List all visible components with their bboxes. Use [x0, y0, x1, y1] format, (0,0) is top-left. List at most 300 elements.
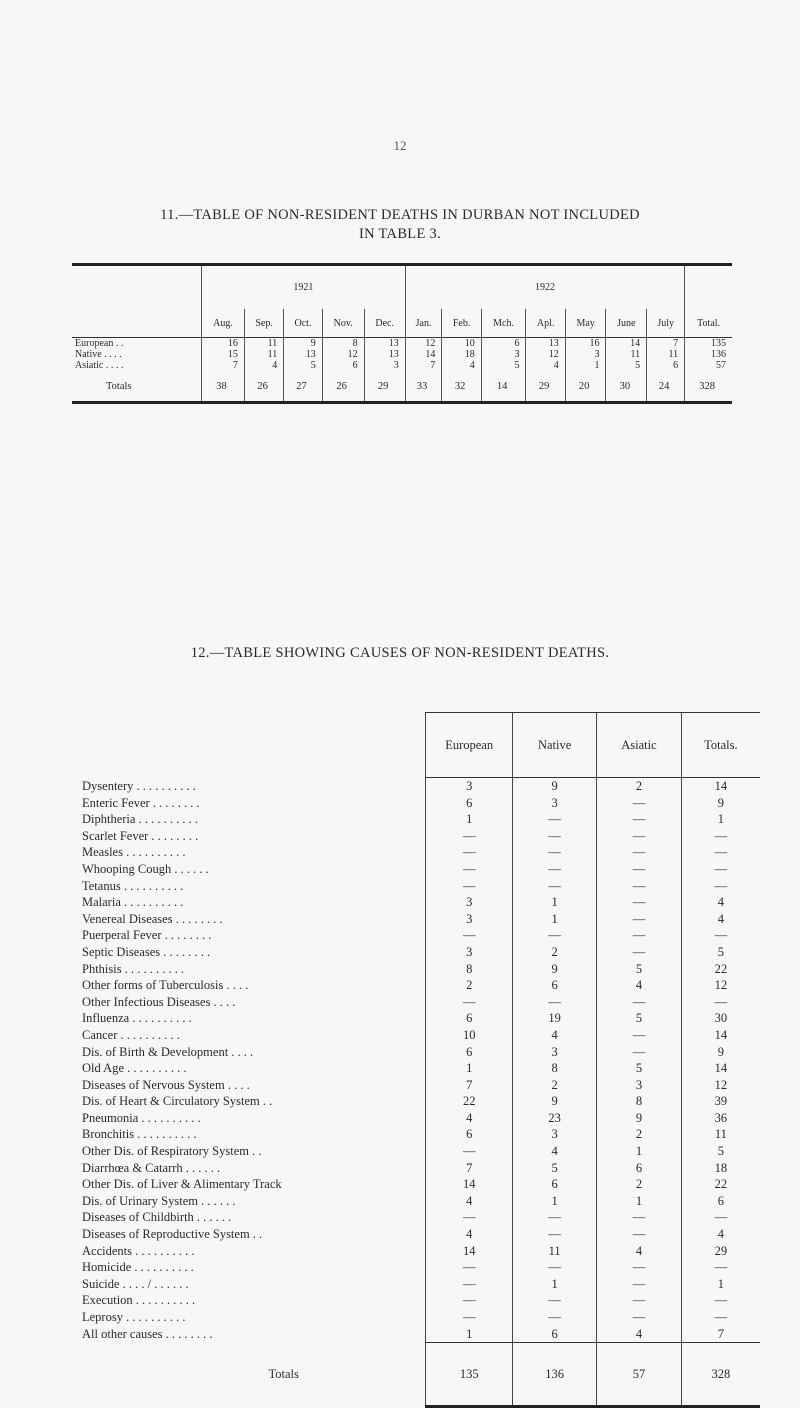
cause-label: Venereal Diseases . . . . . . . . — [82, 911, 223, 926]
row-total: 136 — [685, 349, 732, 360]
cell: 8 — [426, 961, 513, 978]
cause-label: Diphtheria . . . . . . . . . . — [82, 812, 198, 827]
table-row — [82, 894, 760, 911]
cell: 4 — [681, 894, 760, 911]
cell: 12 — [405, 338, 442, 350]
cell: 1 — [426, 1326, 513, 1343]
totals-cell: 29 — [526, 371, 565, 403]
cell: 11 — [647, 349, 685, 360]
cell: 6 — [647, 360, 685, 371]
cause-label: Tetanus . . . . . . . . . . — [82, 878, 184, 893]
cell: 4 — [426, 1110, 513, 1127]
cause-label: Leprosy . . . . . . . . . . — [82, 1310, 186, 1324]
cell: 8 — [322, 338, 364, 350]
cell: 3 — [513, 795, 597, 812]
month-header-10: June — [606, 309, 647, 338]
cell: 9 — [597, 1110, 682, 1127]
table-row — [82, 1077, 760, 1094]
month-header-7: Mch. — [481, 309, 526, 338]
cell: 6 — [426, 1126, 513, 1143]
cell: — — [513, 994, 597, 1011]
table-row — [82, 961, 760, 978]
corner-cell-bottom — [72, 309, 202, 338]
totals-cell: 136 — [513, 1343, 597, 1407]
table-row — [72, 349, 732, 360]
cell: 5 — [681, 944, 760, 961]
cell: 22 — [681, 1176, 760, 1193]
table-row — [82, 1193, 760, 1210]
totals-cell: 135 — [426, 1343, 513, 1407]
cell: 1 — [513, 911, 597, 928]
totals-cell: 57 — [597, 1343, 682, 1407]
cell: 5 — [481, 360, 526, 371]
cell: 3 — [426, 894, 513, 911]
cell: 36 — [681, 1110, 760, 1127]
cell: 1 — [426, 1060, 513, 1077]
totals-cell: 27 — [284, 371, 322, 403]
cell: 39 — [681, 1093, 760, 1110]
cell: 6 — [426, 1010, 513, 1027]
cause-label: Whooping Cough . . . . . . — [82, 861, 209, 876]
table-row — [82, 861, 760, 878]
column-header-2: Asiatic — [597, 713, 682, 778]
cell: 4 — [244, 360, 283, 371]
cell: 16 — [202, 338, 245, 350]
cause-label: Homicide . . . . . . . . . . — [82, 1260, 194, 1275]
cause-label: Malaria . . . . . . . . . . — [82, 895, 184, 910]
causes-of-non-resident-deaths-table — [82, 712, 760, 1408]
month-header-1: Sep. — [244, 309, 283, 338]
month-header-3: Nov. — [322, 309, 364, 338]
cause-label: Septic Diseases . . . . . . . . — [82, 944, 211, 959]
year-header-row — [72, 265, 732, 310]
cell: 6 — [513, 1326, 597, 1343]
cell: — — [513, 1259, 597, 1276]
totals-cell: 328 — [681, 1343, 760, 1407]
month-header-4: Dec. — [364, 309, 405, 338]
cause-label: Execution . . . . . . . . . . — [82, 1293, 196, 1308]
cell: 4 — [513, 1143, 597, 1160]
month-header-6: Feb. — [442, 309, 481, 338]
cell: 4 — [426, 1193, 513, 1210]
total-header-top — [685, 265, 732, 310]
table-11-body — [72, 338, 732, 403]
table-row — [82, 1209, 760, 1226]
cell: 13 — [284, 349, 322, 360]
table-row — [82, 1110, 760, 1127]
cell: 4 — [442, 360, 481, 371]
month-header-11: July — [647, 309, 685, 338]
cell: — — [513, 861, 597, 878]
cell: — — [681, 994, 760, 1011]
cell: 9 — [681, 1044, 760, 1061]
table-row — [82, 778, 760, 795]
table-row — [82, 1276, 760, 1293]
totals-cell: 24 — [647, 371, 685, 403]
table-row — [82, 1060, 760, 1077]
cell: — — [513, 927, 597, 944]
table-row — [72, 338, 732, 350]
totals-cell: 33 — [405, 371, 442, 403]
table-row — [82, 828, 760, 845]
cell: 4 — [597, 1326, 682, 1343]
month-header-5: Jan. — [405, 309, 442, 338]
cause-label: All other causes . . . . . . . . — [82, 1326, 213, 1341]
cell: — — [597, 861, 682, 878]
cell: 1 — [597, 1143, 682, 1160]
totals-row — [82, 1343, 760, 1407]
cell: 15 — [202, 349, 245, 360]
cell: — — [597, 1276, 682, 1293]
totals-cell: 26 — [244, 371, 283, 403]
cell: 10 — [426, 1027, 513, 1044]
cell: — — [426, 1209, 513, 1226]
cell: — — [597, 1027, 682, 1044]
cell: 1 — [513, 1276, 597, 1293]
cell: 14 — [606, 338, 647, 350]
cell: — — [597, 1226, 682, 1243]
cell: 14 — [681, 1060, 760, 1077]
cell: 13 — [526, 338, 565, 350]
cause-label: Accidents . . . . . . . . . . — [82, 1243, 195, 1258]
month-header-row — [72, 309, 732, 338]
cell: 4 — [597, 1243, 682, 1260]
cause-label: Pneumonia . . . . . . . . . . — [82, 1110, 201, 1125]
cell: 9 — [513, 1093, 597, 1110]
cause-label: Other forms of Tuberculosis . . . . — [82, 978, 249, 993]
row-label: Asiatic . . . . — [75, 360, 124, 371]
cell: 7 — [405, 360, 442, 371]
table-row — [82, 977, 760, 994]
table-11-title-line2: IN TABLE 3. — [358, 226, 442, 242]
cell: 5 — [597, 1060, 682, 1077]
table-row — [82, 1243, 760, 1260]
table-row — [72, 360, 732, 371]
totals-cell: 32 — [442, 371, 481, 403]
table-row — [82, 1044, 760, 1061]
table-12-body — [82, 778, 760, 1407]
cell: 3 — [426, 778, 513, 795]
table-row — [82, 1027, 760, 1044]
cell: 9 — [513, 961, 597, 978]
cell: — — [681, 1292, 760, 1309]
cell: — — [426, 927, 513, 944]
table-12-header-row — [82, 713, 760, 778]
cell: — — [681, 878, 760, 895]
cause-label: Puerperal Fever . . . . . . . . — [82, 928, 212, 943]
year-1922-header: 1922 — [405, 265, 684, 310]
cell: 5 — [597, 1010, 682, 1027]
table-row — [82, 811, 760, 828]
cell: 7 — [202, 360, 245, 371]
cause-label: Cancer . . . . . . . . . . — [82, 1027, 180, 1042]
cell: 1 — [681, 811, 760, 828]
cause-label: Dis. of Heart & Circulatory System . . — [82, 1094, 273, 1109]
cell: 3 — [481, 349, 526, 360]
cell: 5 — [513, 1160, 597, 1177]
cell: 7 — [647, 338, 685, 350]
cell: 5 — [597, 961, 682, 978]
cell: — — [426, 1259, 513, 1276]
table-12-title: 12.—TABLE SHOWING CAUSES OF NON-RESIDENT DEATHS. — [190, 645, 610, 661]
cause-label: Dis. of Birth & Development . . . . — [82, 1044, 254, 1059]
cell: — — [597, 911, 682, 928]
cell: 3 — [565, 349, 606, 360]
totals-cell: 30 — [606, 371, 647, 403]
cell: — — [597, 1309, 682, 1326]
cell: — — [681, 1309, 760, 1326]
cell: — — [597, 1259, 682, 1276]
grand-total: 328 — [685, 371, 732, 403]
table-row — [82, 844, 760, 861]
month-header-9: May — [565, 309, 606, 338]
cell: 1 — [565, 360, 606, 371]
cause-label: Other Dis. of Liver & Alimentary Track — [82, 1177, 282, 1192]
cell: — — [597, 1209, 682, 1226]
table-row — [82, 1010, 760, 1027]
cell: — — [681, 861, 760, 878]
cell: 1 — [681, 1276, 760, 1293]
cell: 2 — [513, 944, 597, 961]
cell: 12 — [681, 977, 760, 994]
cell: — — [597, 878, 682, 895]
table-row — [82, 994, 760, 1011]
cell: 3 — [597, 1077, 682, 1094]
page-number: 12 — [393, 138, 407, 153]
cell: 12 — [322, 349, 364, 360]
table-row — [82, 1259, 760, 1276]
row-label: European . . — [75, 338, 124, 349]
column-header-0: European — [426, 713, 513, 778]
cell: 2 — [426, 977, 513, 994]
totals-cell: 14 — [481, 371, 526, 403]
cell: 6 — [597, 1160, 682, 1177]
cause-label: Phthisis . . . . . . . . . . — [82, 961, 185, 976]
cell: 30 — [681, 1010, 760, 1027]
cell: 9 — [681, 795, 760, 812]
table-row — [82, 911, 760, 928]
table-row — [82, 1160, 760, 1177]
table-11-title — [0, 206, 800, 244]
cell: 4 — [681, 1226, 760, 1243]
cell: — — [681, 844, 760, 861]
cell: 1 — [426, 811, 513, 828]
cause-label: Other Infectious Diseases . . . . — [82, 994, 236, 1009]
cell: 5 — [284, 360, 322, 371]
total-header: Total. — [685, 309, 732, 338]
cause-label: Measles . . . . . . . . . . — [82, 845, 186, 860]
cell: 8 — [513, 1060, 597, 1077]
cell: — — [513, 1209, 597, 1226]
cell: — — [513, 844, 597, 861]
cell: 1 — [513, 894, 597, 911]
cell: — — [681, 1259, 760, 1276]
cell: 11 — [513, 1243, 597, 1260]
cell: — — [597, 994, 682, 1011]
cell: 29 — [681, 1243, 760, 1260]
cell: — — [597, 944, 682, 961]
cause-label: Enteric Fever . . . . . . . . — [82, 795, 200, 810]
cell: 18 — [442, 349, 481, 360]
table-row — [82, 1126, 760, 1143]
totals-cell: 38 — [202, 371, 245, 403]
cell: 1 — [513, 1193, 597, 1210]
cell: — — [513, 828, 597, 845]
cell: — — [426, 1309, 513, 1326]
cell: — — [426, 828, 513, 845]
cell: — — [426, 994, 513, 1011]
table-row — [82, 1226, 760, 1243]
cell: 14 — [405, 349, 442, 360]
cell: 14 — [426, 1243, 513, 1260]
cell: — — [426, 1143, 513, 1160]
cell: 12 — [526, 349, 565, 360]
cause-header-blank — [82, 713, 426, 778]
cell: 10 — [442, 338, 481, 350]
cell: — — [597, 894, 682, 911]
corner-cell — [72, 265, 202, 310]
cell: 5 — [606, 360, 647, 371]
cell: 7 — [426, 1077, 513, 1094]
cell: 3 — [513, 1126, 597, 1143]
column-header-1: Native — [513, 713, 597, 778]
cell: 9 — [284, 338, 322, 350]
table-row — [82, 1093, 760, 1110]
table-row — [82, 1309, 760, 1326]
year-1921-header: 1921 — [202, 265, 406, 310]
cell: 14 — [681, 778, 760, 795]
cause-label: Old Age . . . . . . . . . . — [82, 1061, 187, 1076]
cell: 8 — [597, 1093, 682, 1110]
cause-label: Diarrhœa & Catarrh . . . . . . — [82, 1160, 221, 1175]
cell: — — [426, 1292, 513, 1309]
table-row — [82, 1326, 760, 1343]
cell: — — [681, 828, 760, 845]
cell: — — [426, 844, 513, 861]
cell: 5 — [681, 1143, 760, 1160]
totals-cell: 20 — [565, 371, 606, 403]
cause-label: Dis. of Urinary System . . . . . . — [82, 1193, 236, 1208]
cell: 2 — [597, 778, 682, 795]
cell: 4 — [526, 360, 565, 371]
cell: — — [597, 1044, 682, 1061]
table-row — [82, 1176, 760, 1193]
totals-cell: 29 — [364, 371, 405, 403]
cell: 6 — [481, 338, 526, 350]
cause-label: Diseases of Nervous System . . . . — [82, 1077, 250, 1092]
table-row — [82, 795, 760, 812]
cell: 16 — [565, 338, 606, 350]
cell: — — [426, 861, 513, 878]
cell: 7 — [681, 1326, 760, 1343]
cause-label: Suicide . . . . / . . . . . . — [82, 1276, 189, 1291]
cell: 6 — [681, 1193, 760, 1210]
month-header-0: Aug. — [202, 309, 245, 338]
cell: — — [513, 811, 597, 828]
cell: 9 — [513, 778, 597, 795]
table-row — [82, 878, 760, 895]
cell: 6 — [513, 1176, 597, 1193]
cell: — — [597, 1292, 682, 1309]
cell: 6 — [322, 360, 364, 371]
cell: 11 — [606, 349, 647, 360]
column-header-3: Totals. — [681, 713, 760, 778]
cell: 12 — [681, 1077, 760, 1094]
table-row — [82, 1292, 760, 1309]
cell: 7 — [426, 1160, 513, 1177]
table-row — [82, 1143, 760, 1160]
totals-label: Totals — [268, 1367, 299, 1382]
cell: 3 — [426, 944, 513, 961]
cell: 2 — [597, 1176, 682, 1193]
cell: — — [513, 1226, 597, 1243]
cell: 2 — [513, 1077, 597, 1094]
cell: 11 — [681, 1126, 760, 1143]
cell: 6 — [426, 1044, 513, 1061]
cell: — — [513, 1292, 597, 1309]
cell: 13 — [364, 338, 405, 350]
row-label: Native . . . . — [75, 349, 122, 360]
cause-label: Scarlet Fever . . . . . . . . — [82, 828, 199, 843]
cell: 4 — [597, 977, 682, 994]
cause-label: Influenza . . . . . . . . . . — [82, 1011, 192, 1026]
cell: 2 — [597, 1126, 682, 1143]
cause-label: Diseases of Childbirth . . . . . . — [82, 1210, 232, 1225]
cell: — — [597, 795, 682, 812]
cell: — — [681, 1209, 760, 1226]
cell: 6 — [513, 977, 597, 994]
cause-label: Bronchitis . . . . . . . . . . — [82, 1127, 197, 1142]
cell: 3 — [513, 1044, 597, 1061]
cell: 14 — [426, 1176, 513, 1193]
table-11-title-line1: 11.—TABLE OF NON-RESIDENT DEATHS IN DURBAN NOT INCLUDED — [160, 207, 640, 223]
totals-label: Totals — [72, 371, 202, 403]
cause-label: Diseases of Reproductive System . . — [82, 1227, 263, 1242]
cell: 3 — [364, 360, 405, 371]
table-row — [82, 944, 760, 961]
table-row — [82, 927, 760, 944]
cause-label: Dysentery . . . . . . . . . . — [82, 778, 196, 793]
cell: 19 — [513, 1010, 597, 1027]
cell: 22 — [681, 961, 760, 978]
cell: — — [597, 927, 682, 944]
row-total: 57 — [685, 360, 732, 371]
cell: 23 — [513, 1110, 597, 1127]
cell: 3 — [426, 911, 513, 928]
cell: — — [681, 927, 760, 944]
cause-label: Other Dis. of Respiratory System . . — [82, 1144, 262, 1159]
cell: — — [426, 878, 513, 895]
cell: — — [597, 844, 682, 861]
month-header-2: Oct. — [284, 309, 322, 338]
cell: — — [513, 1309, 597, 1326]
month-header-8: Apl. — [526, 309, 565, 338]
cell: — — [426, 1276, 513, 1293]
totals-cell: 26 — [322, 371, 364, 403]
non-resident-deaths-by-month-table — [72, 263, 732, 404]
cell: — — [513, 878, 597, 895]
cell: 4 — [513, 1027, 597, 1044]
cell: — — [597, 811, 682, 828]
cell: 11 — [244, 349, 283, 360]
cell: 1 — [597, 1193, 682, 1210]
cell: 18 — [681, 1160, 760, 1177]
totals-row — [72, 371, 732, 403]
cell: 6 — [426, 795, 513, 812]
row-total: 135 — [685, 338, 732, 350]
cell: — — [597, 828, 682, 845]
cell: 4 — [681, 911, 760, 928]
